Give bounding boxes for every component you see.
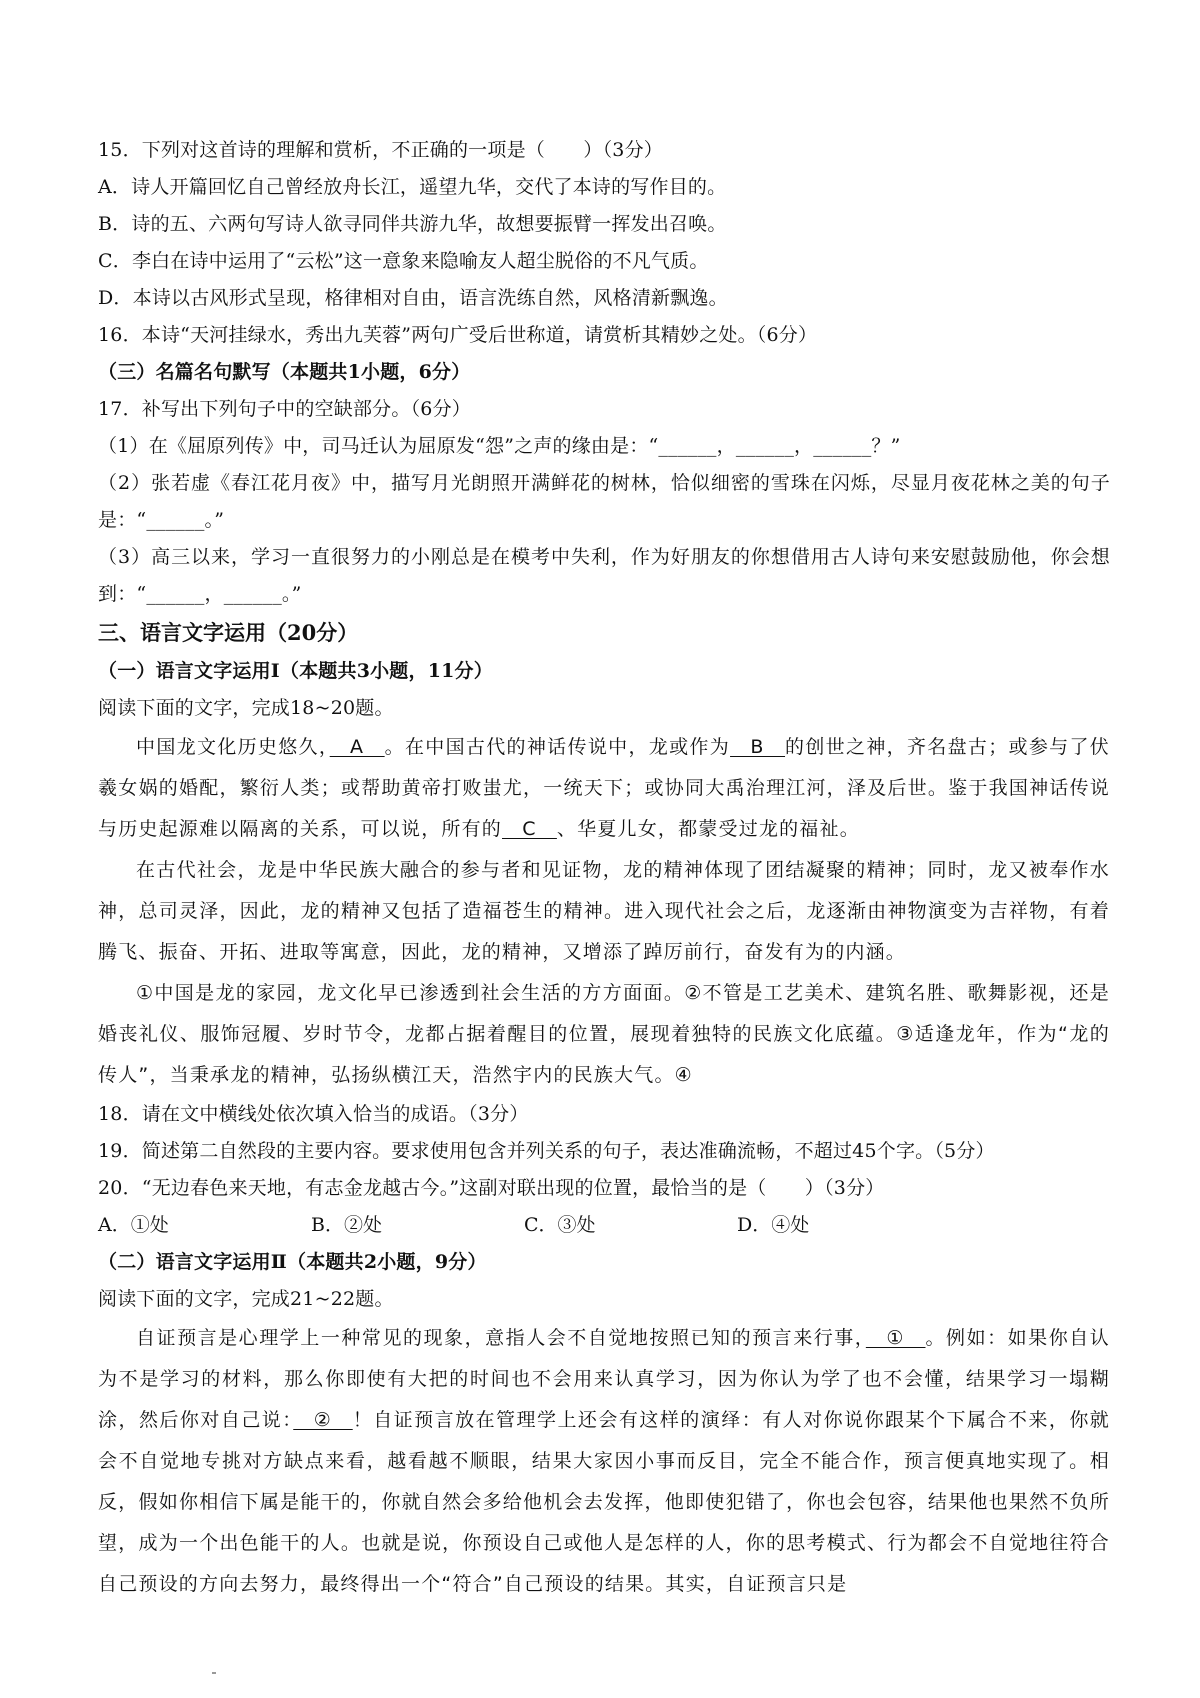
passage-text: 中国龙文化历史悠久， (136, 736, 330, 758)
blank-a: A (329, 736, 385, 758)
passage-text: 。例如：如果你自认为不是学习的材料，那么你即使有大把的时间也不会用来认真学习，因为你认为学了也不会懂，结果学习一塌糊涂，然后你对自己说： (98, 1327, 1110, 1431)
question-20-option-b: B．②处 (311, 1214, 382, 1236)
subsection-1-intro: 阅读下面的文字，完成18~20题。 (98, 697, 394, 719)
passage-text: 的创世之神，齐名盘古；或参与了伏羲女娲的婚配，繁衍人类；或帮助黄帝打败蚩尤，一统天下；或协同大禹治理江河，泽及后世。鉴于我国神话传说与历史起源难以隔离的关系，可以说，所有的 (98, 736, 1111, 840)
question-15-option-b: B．诗的五、六两句写诗人欲寻同伴共游九华，故想要振臂一挥发出召唤。 (98, 213, 727, 235)
blank-1: ① (865, 1327, 926, 1349)
subsection-2-intro: 阅读下面的文字，完成21~22题。 (98, 1288, 394, 1310)
subsection-2-heading: （二）语言文字运用Ⅱ（本题共2小题，9分） (98, 1251, 487, 1273)
question-16: 16．本诗“天河挂绿水，秀出九芙蓉”两句广受后世称道，请赏析其精妙之处。（6分） (98, 324, 818, 346)
question-15-option-a: A．诗人开篇回忆自己曾经放舟长江，遥望九华，交代了本诗的写作目的。 (98, 176, 727, 198)
passage-text: 。在中国古代的神话传说中，龙或作为 (384, 736, 731, 758)
question-17-item-1: （1）在《屈原列传》中，司马迁认为屈原发“怨”之声的缘由是：“______，______，______？” (98, 435, 901, 457)
question-15-stem: 15．下列对这首诗的理解和赏析，不正确的一项是（ ）（3分） (98, 139, 663, 161)
question-20-option-a: A．①处 (98, 1214, 169, 1236)
subsection-1-heading: （一）语言文字运用Ⅰ（本题共3小题，11分） (98, 660, 493, 682)
blank-c: C (502, 818, 557, 840)
passage-text: ！自证预言放在管理学上还会有这样的演绎：有人对你说你跟某个下属合不来，你就会不自觉地专挑对方缺点来看，越看越不顺眼，结果大家因小事而反目，完全不能合作，预言便真地实现了。相反，假如你相信下属是能干的，你就自然会多给他机会去发挥，他即使犯错了，你也会包容，结果他也果然不负所望，成为一个出色能干的人。也就是说，你预设自己或他人是怎样的人，你的思考模式、行为都会不自觉地往符合自己预设的方向去努力，最终得出一个“符合”自己预设的结果。其实，自证预言只是 (98, 1409, 1110, 1595)
question-20-options (98, 1207, 1110, 1244)
section-3-heading: 三、语言文字运用（20分） (98, 620, 359, 645)
self-fulfilling-passage-paragraph-1 (98, 1318, 1110, 1605)
page-content (98, 132, 1110, 1605)
question-18: 18．请在文中横线处依次填入恰当的成语。（3分） (98, 1103, 529, 1125)
blank-b: B (730, 736, 786, 758)
dragon-passage-paragraph-2: 在古代社会，龙是中华民族大融合的参与者和见证物，龙的精神体现了团结凝聚的精神；同时，龙又被奉作水神，总司灵泽，因此，龙的精神又包括了造福苍生的精神。进入现代社会之后，龙逐渐由神物演变为吉祥物，有着腾飞、振奋、开拓、进取等寓意，因此，龙的精神，又增添了踔厉前行，奋发有为的内涵。 (98, 859, 1110, 963)
question-15-option-d: D．本诗以古风形式呈现，格律相对自由，语言洗练自然，风格清新飘逸。 (98, 287, 728, 309)
dragon-passage-paragraph-3: ①中国是龙的家园，龙文化早已渗透到社会生活的方方面面。②不管是工艺美术、建筑名胜、歌舞影视，还是婚丧礼仪、服饰冠履、岁时节令，龙都占据着醒目的位置，展现着独特的民族文化底蕴。③适逢龙年，作为“龙的传人”，当秉承龙的精神，弘扬纵横江天，浩然宇内的民族大气。④ (98, 982, 1110, 1086)
passage-text: 、华夏儿女，都蒙受过龙的福祉。 (556, 818, 860, 840)
question-19: 19．简述第二自然段的主要内容。要求使用包含并列关系的句子，表达准确流畅，不超过45个字。（5分） (98, 1140, 995, 1162)
question-17-item-2: （2）张若虚《春江花月夜》中，描写月光朗照开满鲜花的树林，恰似细密的雪珠在闪烁，尽显月夜花林之美的句子是：“______。” (98, 472, 1110, 531)
question-15-option-c: C．李白在诗中运用了“云松”这一意象来隐喻友人超尘脱俗的不凡气质。 (98, 250, 709, 272)
footer-dot (212, 1672, 216, 1674)
question-20-option-c: C．③处 (524, 1214, 596, 1236)
question-17-item-3: （3）高三以来，学习一直很努力的小刚总是在模考中失利，作为好朋友的你想借用古人诗句来安慰鼓励他，你会想到：“______，______。” (98, 546, 1110, 605)
question-20-stem: 20．“无边春色来天地，有志金龙越古今。”这副对联出现的位置，最恰当的是（ ）（3分） (98, 1177, 885, 1199)
question-20-option-d: D．④处 (737, 1214, 810, 1236)
part-3-heading: （三）名篇名句默写（本题共1小题，6分） (98, 361, 471, 383)
dragon-passage-paragraph-1 (98, 727, 1110, 850)
passage-text: 自证预言是心理学上一种常见的现象，意指人会不自觉地按照已知的预言来行事， (136, 1327, 866, 1349)
blank-2: ② (293, 1409, 353, 1431)
question-17-stem: 17．补写出下列句子中的空缺部分。（6分） (98, 398, 471, 420)
